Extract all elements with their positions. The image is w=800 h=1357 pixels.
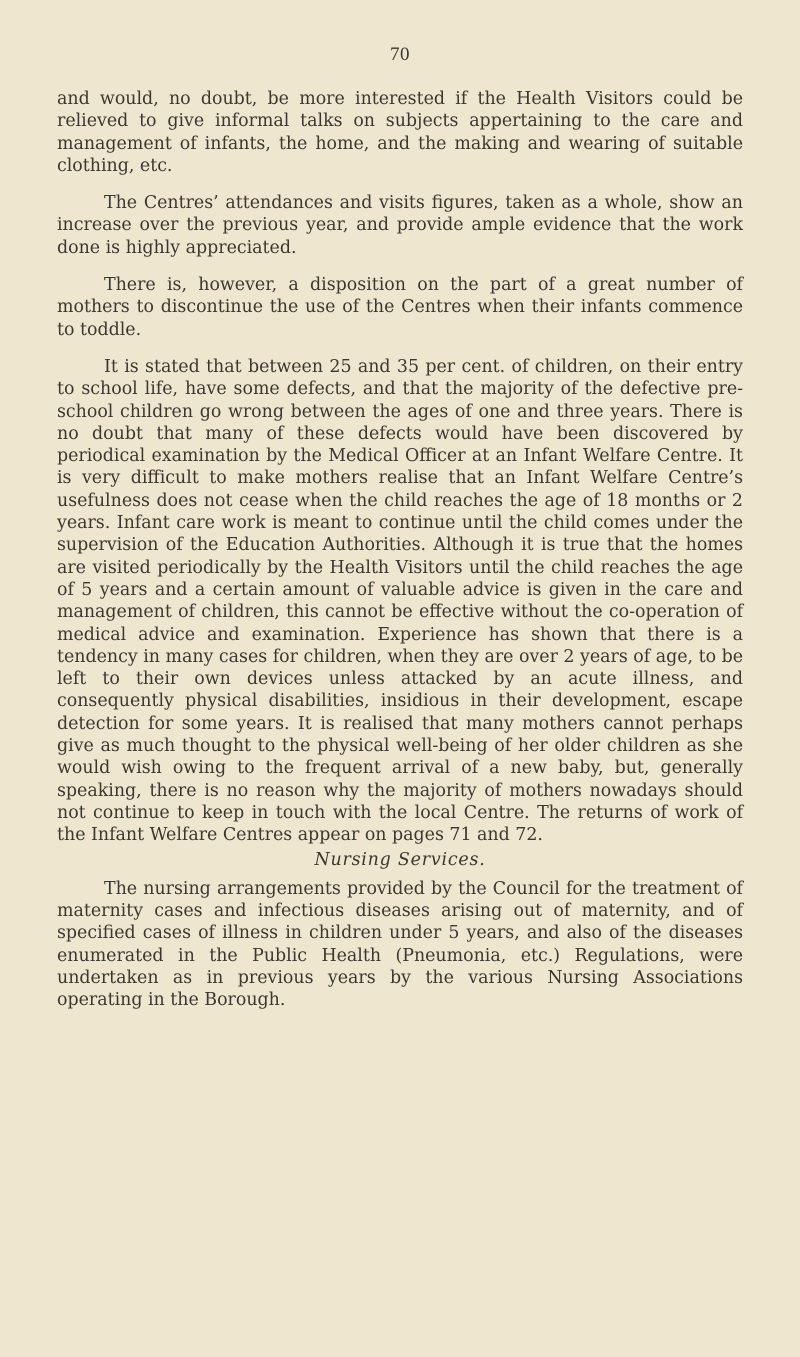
document-body bbox=[57, 88, 743, 1027]
paragraph-defects: It is stated that between 25 and 35 per cent. of children, on their entry to school life, have some defects, and that the majority of the defective pre-school children go wrong between the ages of one and three years. There is no doubt that many of these defects would have been discovered by periodical examination by the Medical Officer at an Infant Welfare Centre. It is very difficult to make mothers realise that an Infant Welfare Centre’s usefulness does not cease when the child reaches the age of 18 months or 2 years. Infant care work is meant to continue until the child comes under the supervision of the Education Authorities. Although it is true that the homes are visited periodically by the Health Visitors until the child reaches the age of 5 years and a certain amount of valuable advice is given in the care and management of children, this cannot be effective without the co-operation of medical advice and examination. Experience has shown that there is a tendency in many cases for children, when they are over 2 years of age, to be left to their own devices unless attacked by an acute illness, and consequently physical disabilities, insidious in their development, escape detection for some years. It is realised that many mothers cannot perhaps give as much thought to the physical well-being of her older children as she would wish owing to the frequent arrival of a new baby, but, generally speaking, there is no reason why the majority of mothers nowadays should not continue to keep in touch with the local Centre. The returns of work of the Infant Welfare Centres appear on pages 71 and 72. bbox=[57, 356, 743, 846]
page-number: 70 bbox=[390, 44, 410, 65]
paragraph-continuation: and would, no doubt, be more interested if the Health Visitors could be relieved to give informal talks on subjects appertaining to the care and management of infants, the home, and the making and wearing of suitable clothing, etc. bbox=[57, 89, 743, 176]
paragraph-disposition: There is, however, a disposition on the part of a great number of mothers to discontinue the use of the Centres when their infants commence to toddle. bbox=[57, 275, 743, 340]
paragraph-attendance: The Centres’ attendances and visits figures, taken as a whole, show an increase over the previous year, and provide ample evidence that the work done is highly appreciated. bbox=[57, 193, 743, 258]
section-heading-nursing-services: Nursing Services. bbox=[314, 849, 486, 870]
paragraph-nursing: The nursing arrangements provided by the Council for the treatment of maternity cases and infectious diseases arising out of maternity, and of specified cases of illness in children under 5 years, and also of the diseases enumerated in the Public Health (Pneumonia, etc.) Regulations, were undertaken as in previous years by the various Nursing Associations operating in the Borough. bbox=[57, 878, 743, 1011]
